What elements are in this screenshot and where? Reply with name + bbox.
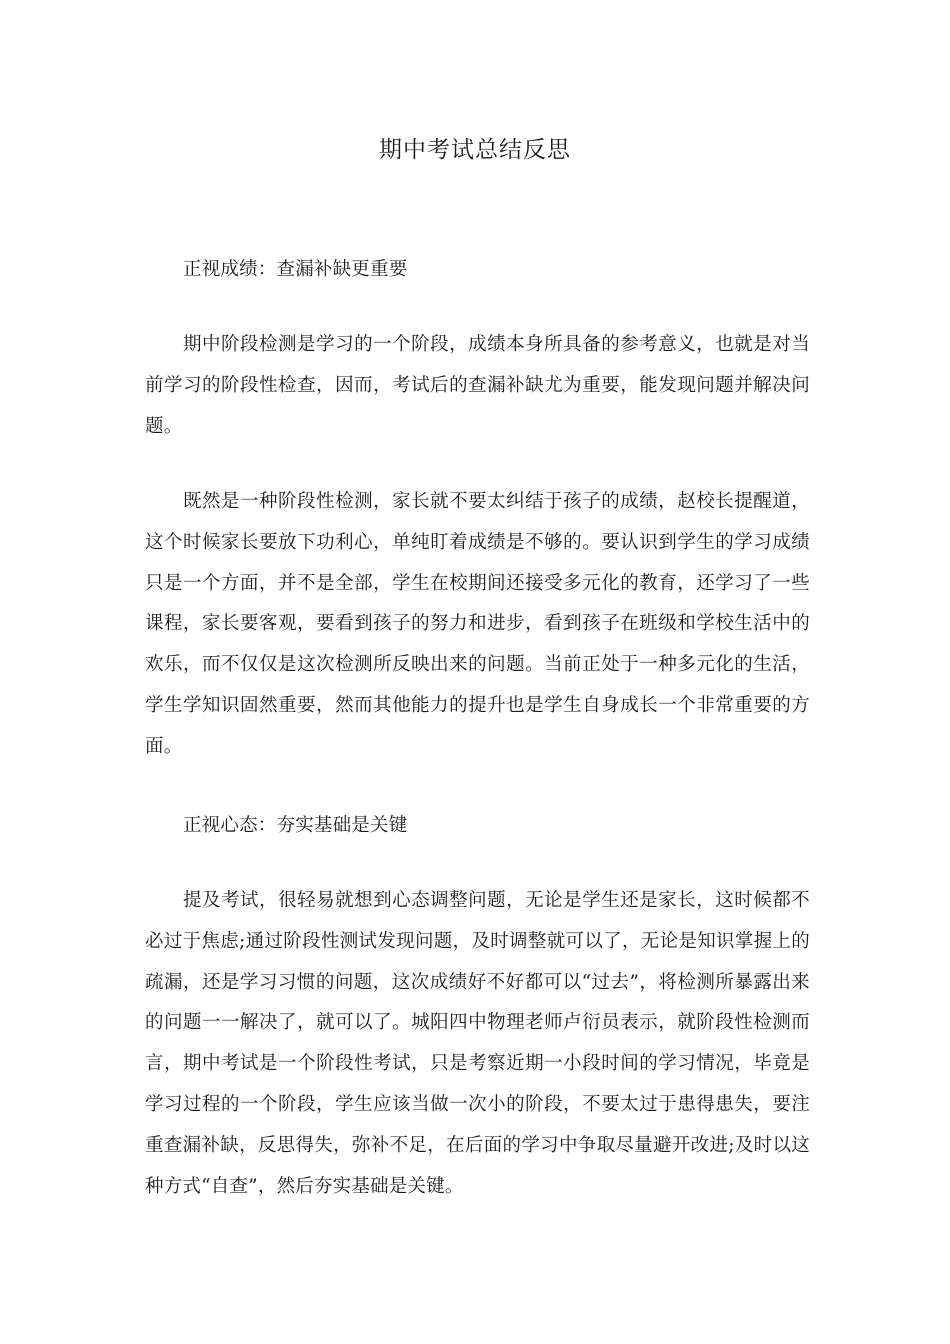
section-heading-grades: 正视成绩：查漏补缺更重要 <box>183 259 408 280</box>
paragraph-mindset-adjustment: 提及考试，很轻易就想到心态调整问题，无论是学生还是家长，这时候都不必过于焦虑;通过阶段性测试发现问题，及时调整就可以了，无论是知识掌握上的疏漏，还是学习习惯的问题，这次成绩好不好都可以“过去”，将检测所暴露出来的问题一一解决了，就可以了。城阳四中物理老师卢衍员表示，就阶段性检测而言，期中考试是一个阶段性考试，只是考察近期一小段时间的学习情况，毕竟是学习过程的一个阶段，学生应该当做一次小的阶段，不要太过于患得患失，要注重查漏补缺，反思得失，弥补不足，在后面的学习中争取尽量避开改进;及时以这种方式“自查”，然后夯实基础是关键。 <box>145 890 810 1197</box>
section-heading-mindset: 正视心态：夯实基础是关键 <box>183 815 408 836</box>
document-title: 期中考试总结反思 <box>379 137 571 163</box>
paragraph-midterm-check: 期中阶段检测是学习的一个阶段，成绩本身所具备的参考意义，也就是对当前学习的阶段性检查，因而，考试后的查漏补缺尤为重要，能发现问题并解决问题。 <box>145 334 810 437</box>
paragraph-parents-advice: 既然是一种阶段性检测，家长就不要太纠结于孩子的成绩，赵校长提醒道，这个时候家长要放下功利心，单纯盯着成绩是不够的。要认识到学生的学习成绩只是一个方面，并不是全部，学生在校期间还接受多元化的教育，还学习了一些课程，家长要客观，要看到孩子的努力和进步，看到孩子在班级和学校生活中的欢乐，而不仅仅是这次检测所反映出来的问题。当前正处于一种多元化的生活，学生学知识固然重要，然而其他能力的提升也是学生自身成长一个非常重要的方面。 <box>145 491 810 757</box>
